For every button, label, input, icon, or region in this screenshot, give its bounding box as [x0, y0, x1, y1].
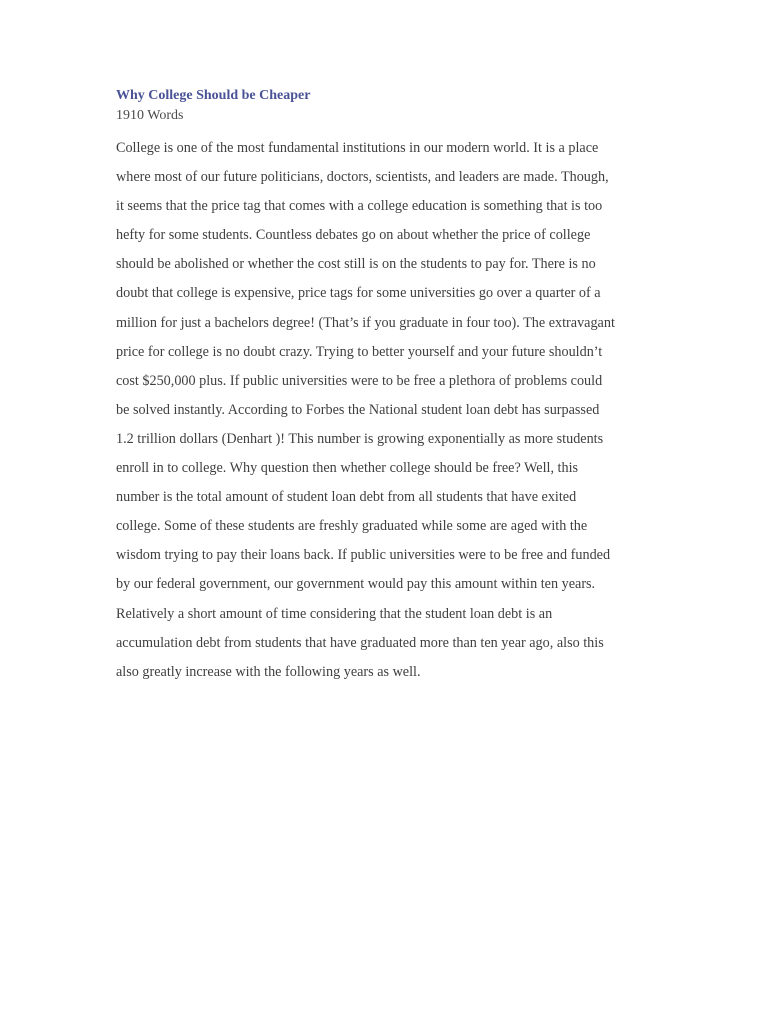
body-line: price for college is no doubt crazy. Trying to better yourself and your future shouldn’t: [116, 343, 603, 360]
body-line: be solved instantly. According to Forbes the National student loan debt has surpassed: [116, 401, 600, 418]
body-line: College is one of the most fundamental institutions in our modern world. It is a place: [116, 140, 599, 156]
body-line: hefty for some students. Countless debates go on about whether the price of college: [116, 227, 591, 244]
body-line: where most of our future politicians, doctors, scientists, and leaders are made. Though,: [116, 169, 609, 186]
body-line: it seems that the price tag that comes with a college education is something that is too: [116, 198, 603, 215]
document-title: Why College Should be Cheaper: [116, 88, 311, 103]
body-paragraph: [116, 134, 656, 687]
body-line: college. Some of these students are freshly graduated while some are aged with the: [116, 518, 588, 535]
body-line: doubt that college is expensive, price tags for some universities go over a quarter of a: [116, 285, 601, 302]
body-line: also greatly increase with the following years as well.: [116, 663, 421, 680]
body-line: number is the total amount of student loan debt from all students that have exited: [116, 489, 577, 506]
body-line: Relatively a short amount of time considering that the student loan debt is an: [116, 605, 553, 622]
body-line: million for just a bachelors degree! (That’s if you graduate in four too). The extravagant: [116, 314, 615, 331]
body-line: should be abolished or whether the cost still is on the students to pay for. There is no: [116, 256, 596, 273]
body-line: wisdom trying to pay their loans back. If public universities were to be free and funded: [116, 547, 611, 564]
body-line: cost $250,000 plus. If public universities were to be free a plethora of problems could: [116, 372, 603, 389]
body-line: 1.2 trillion dollars (Denhart )! This number is growing exponentially as more students: [116, 430, 604, 447]
body-line: accumulation debt from students that have graduated more than ten year ago, also this: [116, 634, 604, 651]
body-line: enroll in to college. Why question then whether college should be free? Well, this: [116, 460, 579, 477]
document-content: [116, 87, 656, 687]
body-line: by our federal government, our government would pay this amount within ten years.: [116, 576, 596, 593]
word-count: 1910 Words: [116, 108, 184, 123]
